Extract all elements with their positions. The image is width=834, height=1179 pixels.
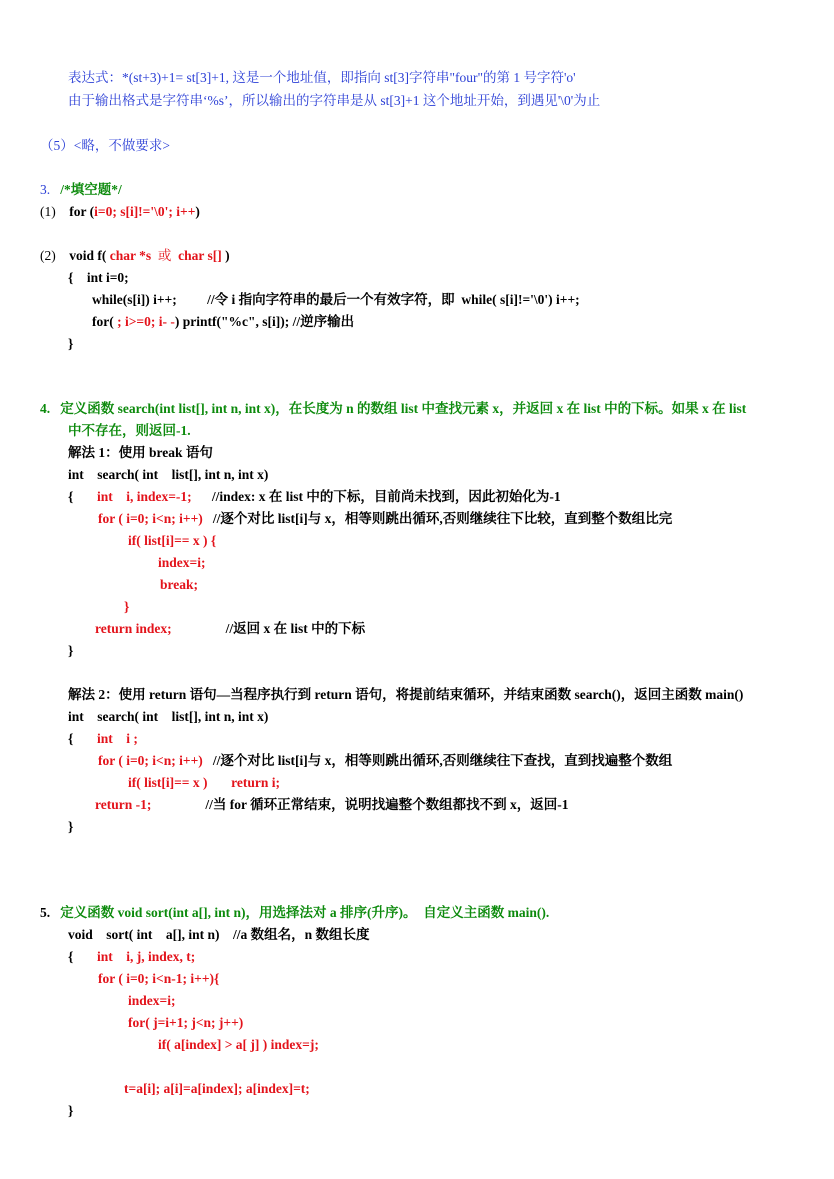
text-line xyxy=(40,181,122,199)
text-segment: ) xyxy=(225,248,230,263)
text-segment: 5. xyxy=(40,905,61,920)
text-segment: //当 for 循环正常结束，说明找遍整个数组都找不到 x，返回-1 xyxy=(151,797,569,812)
text-line xyxy=(68,466,268,484)
text-line xyxy=(40,203,200,221)
text-segment: (2) xyxy=(40,248,70,263)
text-line xyxy=(68,69,576,87)
text-segment: return -1; xyxy=(95,797,152,812)
text-segment: { xyxy=(68,949,97,964)
text-segment: } xyxy=(124,599,130,614)
text-line xyxy=(128,774,280,792)
text-line xyxy=(98,752,672,770)
text-segment: void f( xyxy=(69,248,110,263)
text-segment: /*填空题*/ xyxy=(60,182,122,197)
text-line xyxy=(95,796,569,814)
text-line xyxy=(124,1080,310,1098)
text-segment: int search( int list[], int n, int x) xyxy=(68,709,269,724)
text-segment: i=0; s[i]!='\0'; i++ xyxy=(94,204,196,219)
text-line xyxy=(68,642,73,660)
text-segment: } xyxy=(68,819,74,834)
text-line xyxy=(158,1036,319,1054)
text-line xyxy=(68,926,370,944)
text-segment: （5）<略，不做要求> xyxy=(40,138,170,153)
text-line xyxy=(92,313,354,331)
text-segment: 中不存在，则返回-1. xyxy=(68,423,191,438)
text-segment: //index: x 在 list 中的下标，目前尚未找到，因此初始化为-1 xyxy=(191,489,561,504)
text-segment: } xyxy=(68,336,74,351)
text-segment: 解法 2：使用 return 语句—当程序执行到 return 语句，将提前结束循环，并结束函数 search()，返回主函数 main() xyxy=(68,687,744,702)
text-line xyxy=(68,708,268,726)
text-segment: for ( i=0; i<n-1; i++){ xyxy=(98,971,220,986)
text-segment: int i, j, index, t; xyxy=(96,949,196,964)
text-line xyxy=(68,422,191,440)
text-line xyxy=(68,92,600,110)
text-segment: break; xyxy=(160,577,199,592)
text-line xyxy=(68,686,743,704)
text-line xyxy=(68,488,561,506)
text-segment: int i, index=-1; xyxy=(96,489,192,504)
text-segment: { xyxy=(68,489,97,504)
text-segment: 4. 定义函数 search(int list[], int n, int x)，在长度为 n 的数组 list 中查找元素 x，并返回 x 在 list 中的下标。如果 x 在 list xyxy=(40,401,747,416)
text-segment: 或 xyxy=(157,248,172,263)
text-line xyxy=(40,904,549,922)
text-segment: ) printf("%c", s[i]); //逆序输出 xyxy=(174,314,355,329)
text-segment: return index; xyxy=(95,621,172,636)
text-line xyxy=(98,970,219,988)
text-line xyxy=(92,291,580,309)
text-line xyxy=(158,554,205,572)
text-line xyxy=(40,137,170,155)
text-segment: 表达式：*(st+3)+1= st[3]+1, 这是一个地址值，即指向 st[3]字符串"four"的第 1 号字符'o' xyxy=(68,70,576,85)
text-segment: if( list[i]== x ) return i; xyxy=(128,775,280,790)
text-line xyxy=(68,335,73,353)
text-segment: } xyxy=(68,1103,74,1118)
text-segment: for( xyxy=(92,314,118,329)
text-segment: ) xyxy=(195,204,200,219)
text-segment: for ( xyxy=(69,204,95,219)
text-segment: 解法 1：使用 break 语句 xyxy=(68,445,213,460)
text-line xyxy=(68,1102,73,1120)
text-line xyxy=(124,598,129,616)
text-line xyxy=(95,620,365,638)
text-line xyxy=(128,1014,243,1032)
text-segment: //逐个对比 list[i]与 x，相等则跳出循环,否则继续往下比较，直到整个数组比完 xyxy=(202,511,673,526)
text-segment: int i ; xyxy=(96,731,138,746)
text-line xyxy=(68,730,138,748)
text-line xyxy=(68,444,213,462)
text-segment: for( j=i+1; j<n; j++) xyxy=(128,1015,244,1030)
text-segment: index=i; xyxy=(158,555,206,570)
text-segment: { xyxy=(68,731,97,746)
text-segment: char *s xyxy=(109,248,158,263)
text-segment: t=a[i]; a[i]=a[index]; a[index]=t; xyxy=(124,1081,310,1096)
text-segment: { int i=0; xyxy=(68,270,129,285)
text-line xyxy=(40,247,230,265)
text-line xyxy=(128,992,175,1010)
text-segment: 由于输出格式是字符串‘%s’，所以输出的字符串是从 st[3]+1 这个地址开始，到遇见'\0'为止 xyxy=(68,93,601,108)
text-line xyxy=(160,576,198,594)
text-segment: 3. xyxy=(40,182,61,197)
text-segment: for ( i=0; i<n; i++) xyxy=(98,753,203,768)
text-segment: } xyxy=(68,643,74,658)
text-segment: char s[] xyxy=(171,248,226,263)
text-segment: for ( i=0; i<n; i++) xyxy=(98,511,203,526)
text-line xyxy=(128,532,216,550)
text-segment: if( a[index] > a[ j] ) index=j; xyxy=(158,1037,319,1052)
text-line xyxy=(68,269,129,287)
text-segment: (1) xyxy=(40,204,70,219)
text-line xyxy=(98,510,672,528)
text-segment: //逐个对比 list[i]与 x，相等则跳出循环,否则继续往下查找，直到找遍整个数组 xyxy=(202,753,673,768)
text-segment: 定义函数 void sort(int a[], int n)，用选择法对 a 排序(升序)。 自定义主函数 main(). xyxy=(60,905,550,920)
text-segment: if( list[i]== x ) { xyxy=(128,533,217,548)
text-segment: while(s[i]) i++; //令 i 指向字符串的最后一个有效字符，即 while( s[i]!='\0') i++; xyxy=(92,292,580,307)
text-segment: index=i; xyxy=(128,993,176,1008)
text-segment: //返回 x 在 list 中的下标 xyxy=(171,621,366,636)
text-segment: void sort( int a[], int n) //a 数组名，n 数组长度 xyxy=(68,927,370,942)
text-line xyxy=(68,818,73,836)
text-segment: int search( int list[], int n, int x) xyxy=(68,467,269,482)
text-line xyxy=(68,948,195,966)
text-segment: ; i>=0; i- - xyxy=(117,314,175,329)
text-line xyxy=(40,400,746,418)
